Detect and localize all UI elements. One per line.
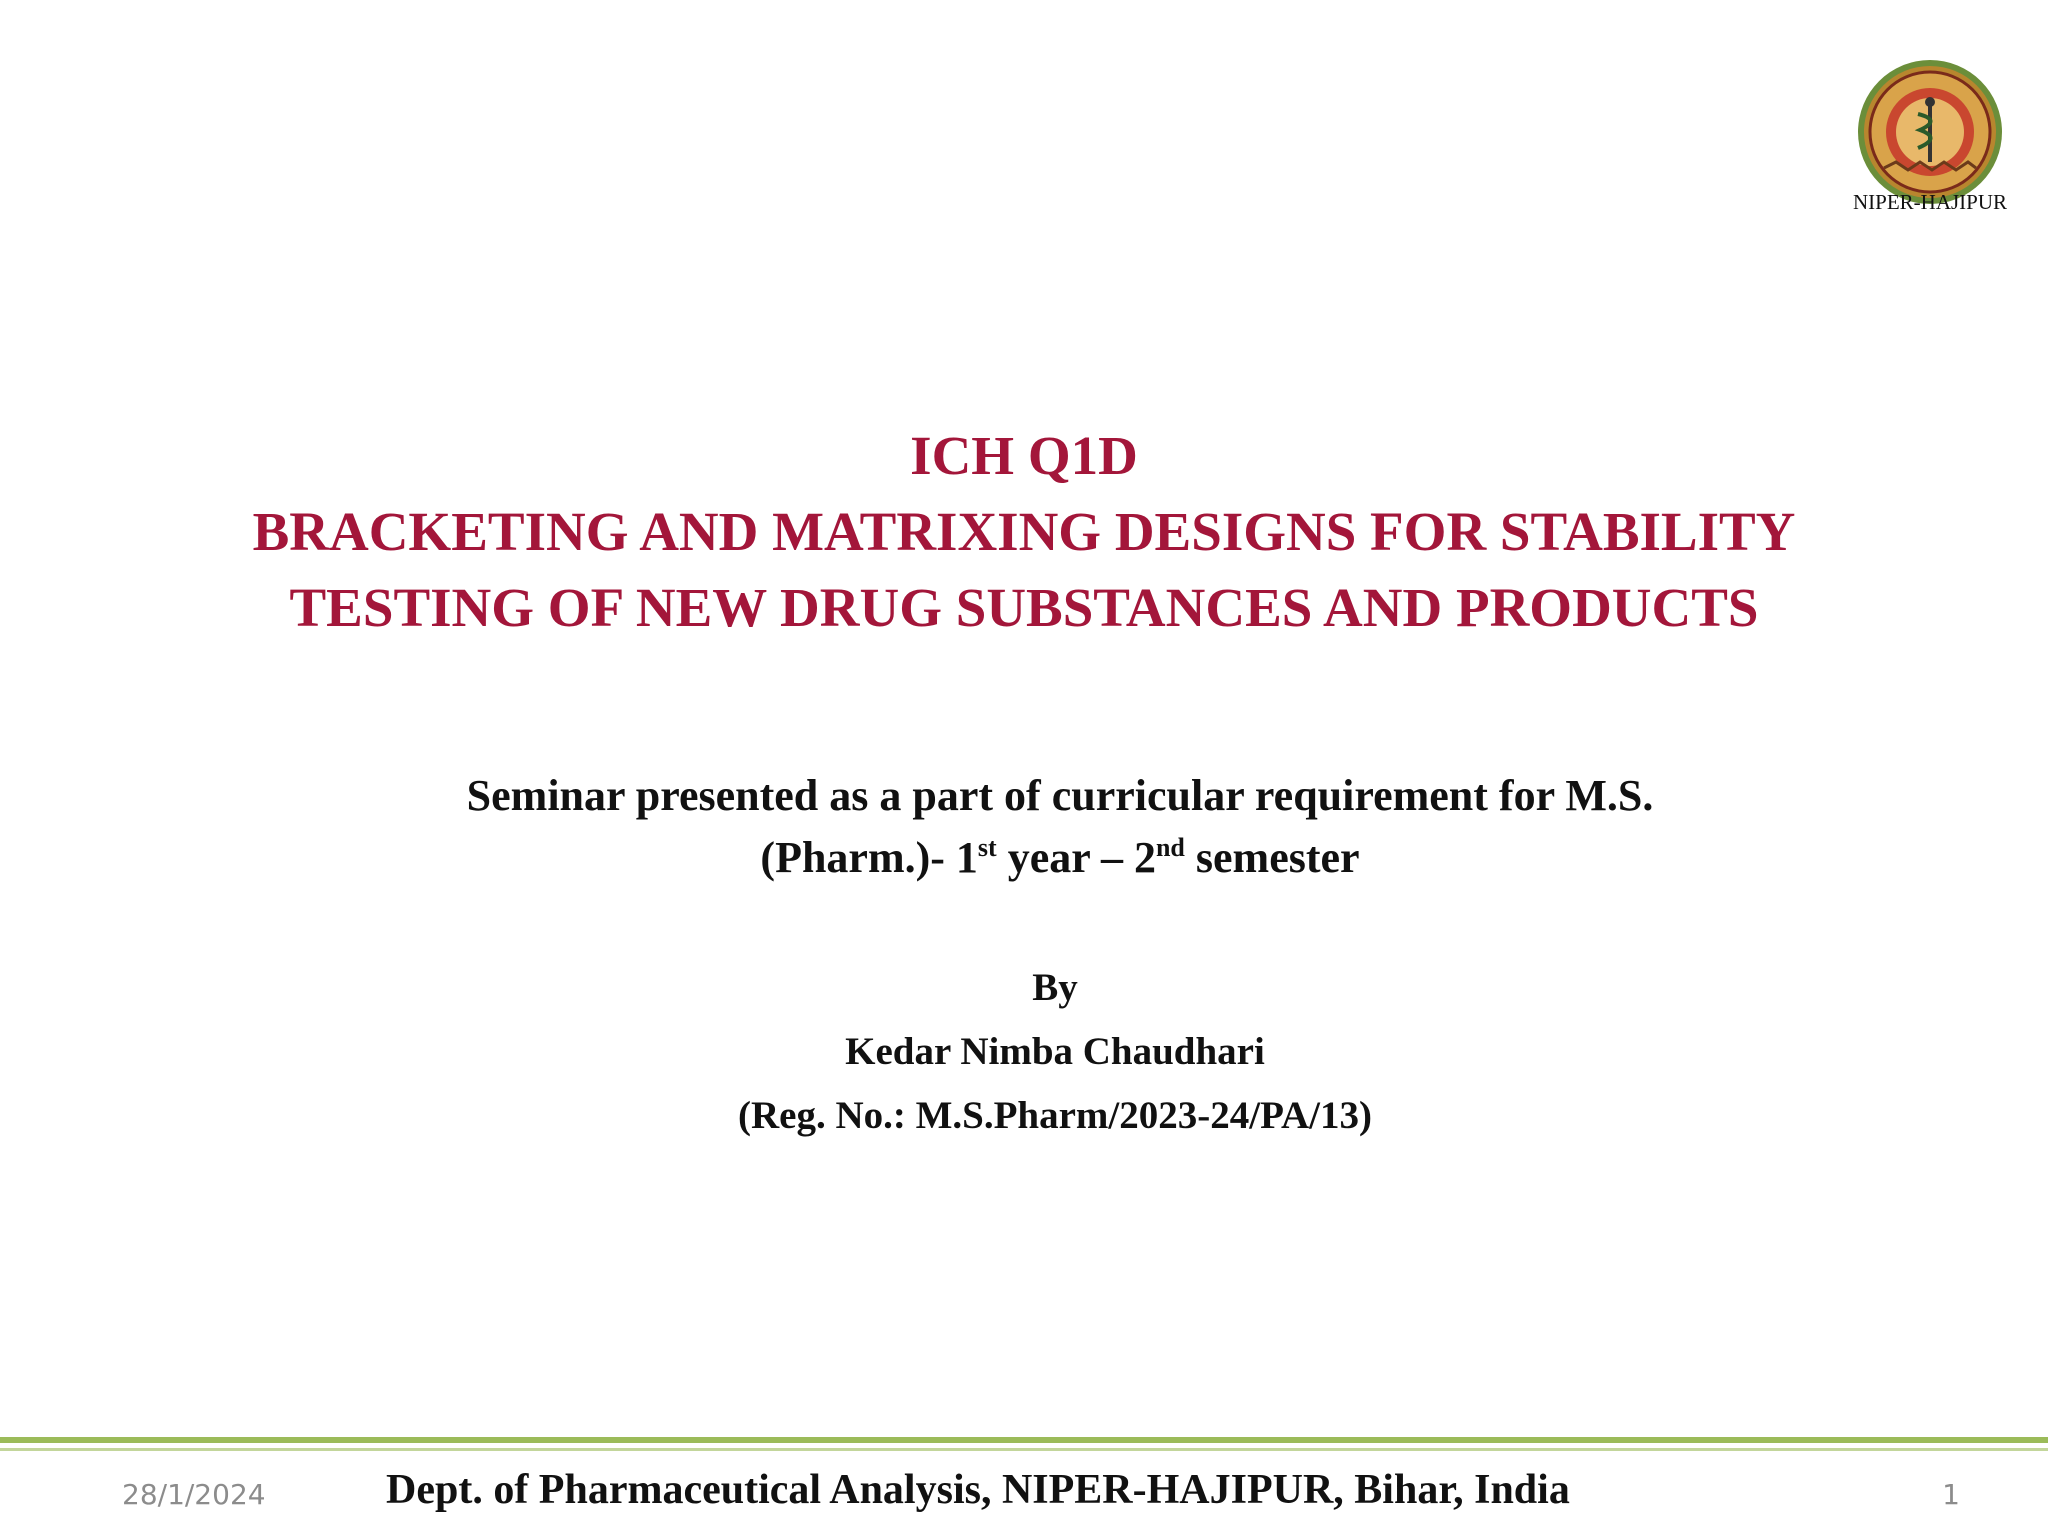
seminar-line-1: Seminar presented as a part of curricular requirement for M.S. xyxy=(466,771,1654,820)
footer-divider xyxy=(0,1437,2048,1451)
logo-caption: NIPER-HAJIPUR xyxy=(1852,190,2007,214)
slide-title xyxy=(0,418,2048,646)
niper-hajipur-seal-icon xyxy=(1856,58,2004,206)
seminar-line-2: (Pharm.)- 1st year – 2nd semester xyxy=(760,833,1360,882)
title-line-2: BRACKETING AND MATRIXING DESIGNS FOR STABILITY xyxy=(252,501,1796,562)
footer-date: 28/1/2024 xyxy=(122,1478,266,1511)
title-line-1: ICH Q1D xyxy=(910,425,1138,486)
seminar-description xyxy=(260,765,1860,889)
presenter-name: Kedar Nimba Chaudhari xyxy=(845,1030,1265,1073)
registration-number: (Reg. No.: M.S.Pharm/2023-24/PA/13) xyxy=(738,1094,1372,1137)
by-label: By xyxy=(1032,966,1078,1009)
footer-line-thin xyxy=(0,1448,2048,1451)
slide-number: 1 xyxy=(1942,1478,1960,1511)
title-line-3: TESTING OF NEW DRUG SUBSTANCES AND PRODUCTS xyxy=(289,577,1759,638)
footer-line-thick xyxy=(0,1437,2048,1443)
presenter-block xyxy=(0,956,2048,1148)
footer-department: Dept. of Pharmaceutical Analysis, NIPER-HAJIPUR, Bihar, India xyxy=(386,1467,1570,1513)
